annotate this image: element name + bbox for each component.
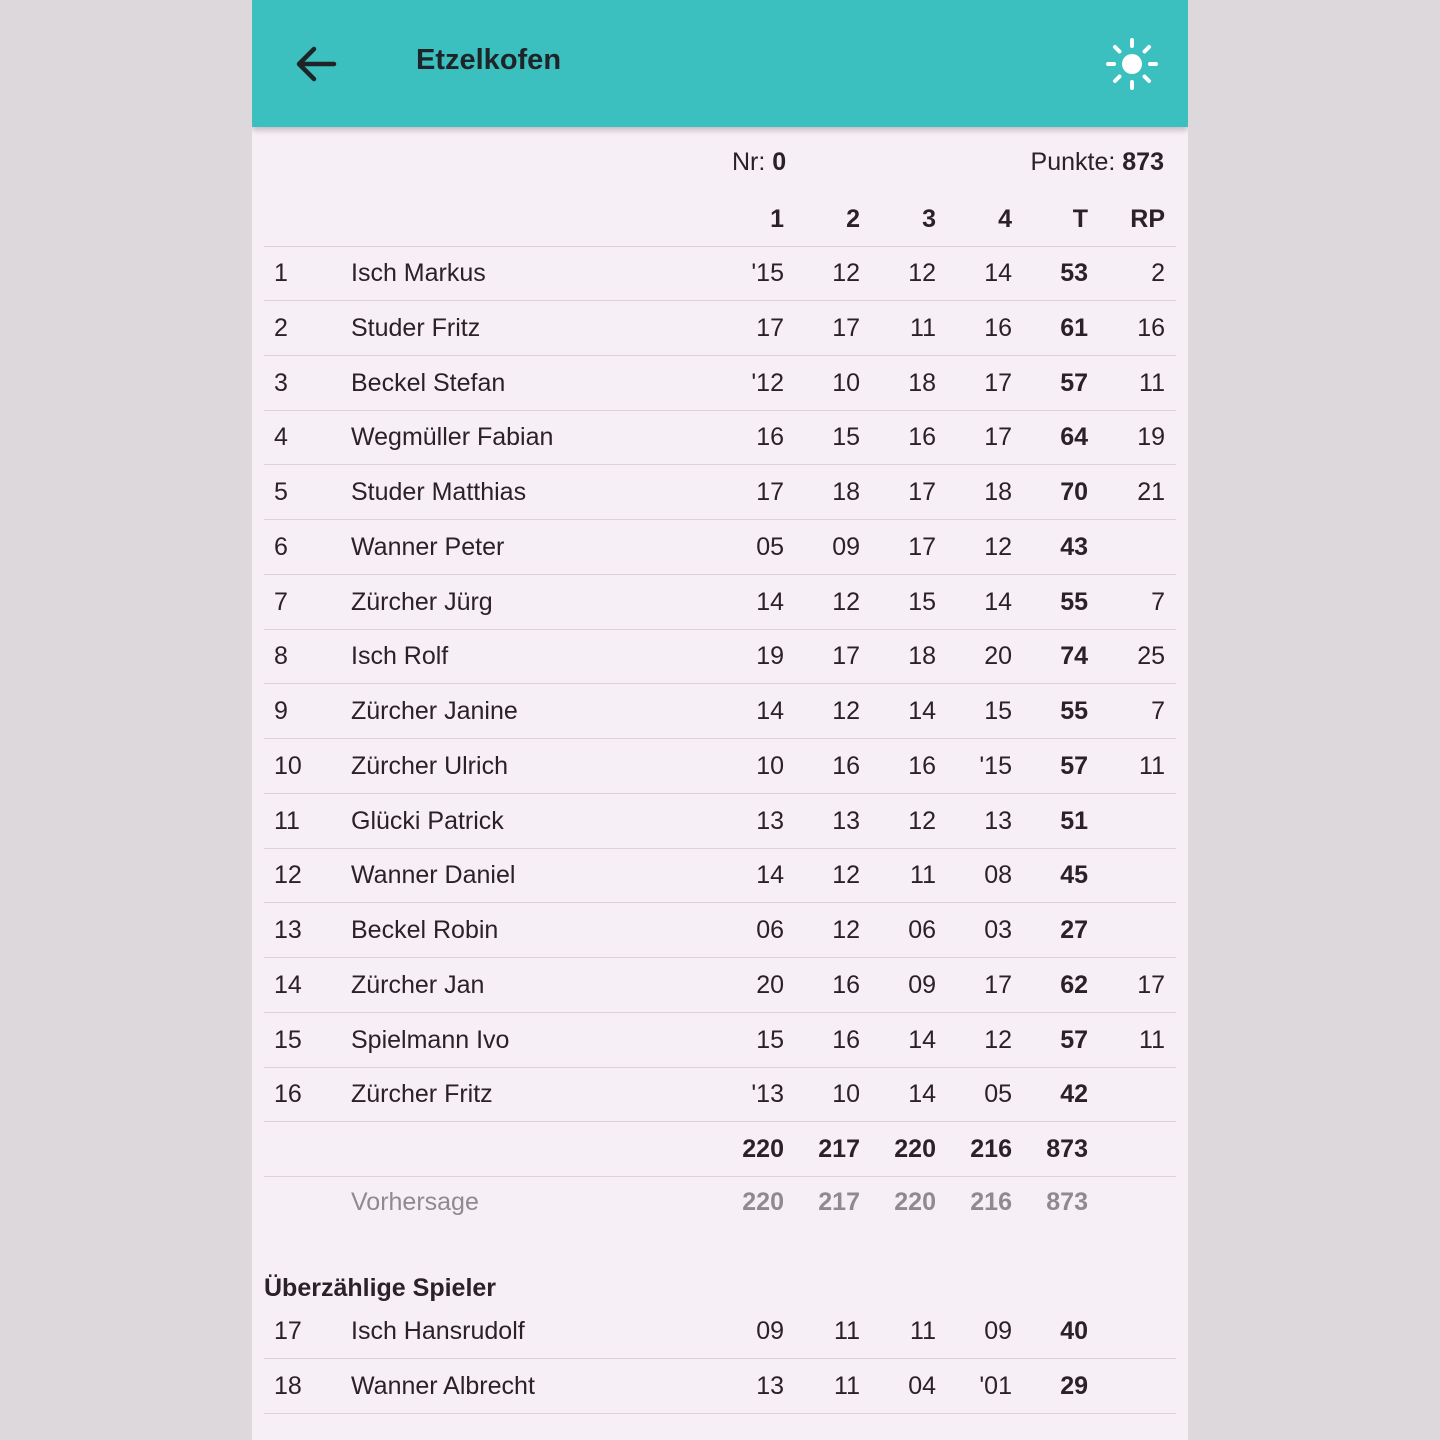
- score-series-3: 11: [910, 313, 936, 342]
- player-name: Glücki Patrick: [351, 806, 504, 835]
- score-series-2: 13: [832, 806, 860, 835]
- score-series-1: '12: [751, 368, 784, 397]
- score-rp: 11: [1139, 368, 1165, 397]
- score-series-3: 18: [908, 368, 936, 397]
- table-row[interactable]: [264, 958, 1176, 1013]
- score-series-4: 13: [984, 806, 1012, 835]
- player-name: Zürcher Jan: [351, 970, 485, 999]
- player-name: Isch Rolf: [351, 642, 449, 671]
- screen: [252, 0, 1188, 1440]
- total-series-1: 220: [742, 1135, 784, 1163]
- theme-toggle-button[interactable]: [1104, 36, 1160, 92]
- player-name: Zürcher Janine: [351, 697, 518, 725]
- table-row[interactable]: [264, 903, 1176, 958]
- score-series-3: 17: [908, 532, 936, 561]
- team-number: [732, 148, 786, 177]
- forecast-series-4: 216: [970, 1188, 1012, 1216]
- score-series-2: 18: [832, 478, 860, 506]
- table-row[interactable]: [264, 629, 1176, 684]
- player-name: Beckel Robin: [351, 916, 499, 944]
- team-points-value: 873: [1122, 148, 1164, 176]
- total-series-2: 217: [818, 1135, 860, 1163]
- score-total: 57: [1060, 1025, 1088, 1054]
- score-series-1: 15: [756, 1025, 784, 1054]
- score-series-4: 18: [984, 478, 1012, 506]
- score-rp: 2: [1151, 259, 1165, 287]
- score-series-1: 14: [756, 697, 784, 725]
- player-name: Zürcher Ulrich: [351, 751, 508, 780]
- score-series-4: 08: [984, 861, 1012, 890]
- table-row[interactable]: [264, 575, 1176, 630]
- score-series-1: 17: [756, 478, 784, 506]
- player-name: Beckel Stefan: [351, 368, 506, 397]
- score-series-3: 11: [910, 1317, 936, 1345]
- score-series-1: 10: [756, 751, 784, 780]
- row-number: 16: [274, 1080, 302, 1109]
- score-total: 64: [1060, 423, 1088, 452]
- score-series-4: '01: [979, 1371, 1012, 1400]
- player-name: Zürcher Fritz: [351, 1080, 493, 1109]
- score-series-2: 12: [832, 587, 860, 616]
- player-name: Isch Hansrudolf: [351, 1317, 525, 1345]
- team-number-value: 0: [772, 148, 787, 176]
- table-row[interactable]: [264, 848, 1176, 903]
- score-total: 57: [1060, 751, 1088, 780]
- score-series-4: 09: [984, 1317, 1012, 1345]
- score-series-4: 03: [984, 916, 1012, 944]
- arrow-left-icon: [290, 38, 342, 90]
- row-number: 14: [274, 970, 302, 999]
- score-series-1: 14: [756, 587, 784, 616]
- row-number: 7: [274, 587, 288, 616]
- player-name: Spielmann Ivo: [351, 1025, 510, 1054]
- score-rp: 11: [1139, 1025, 1165, 1054]
- header-total: T: [1072, 205, 1088, 233]
- table-row[interactable]: [264, 301, 1176, 356]
- score-series-2: 09: [832, 532, 860, 561]
- player-name: Studer Matthias: [351, 478, 527, 506]
- forecast-label: Vorhersage: [351, 1188, 479, 1216]
- score-series-2: 11: [834, 1371, 860, 1400]
- header-series-2: 2: [846, 205, 860, 233]
- forecast-sum: 873: [1046, 1188, 1088, 1216]
- score-series-1: 06: [756, 916, 784, 944]
- table-row[interactable]: [264, 1013, 1176, 1068]
- score-series-3: 16: [908, 423, 936, 452]
- score-series-1: 16: [756, 423, 784, 452]
- score-series-4: 05: [984, 1080, 1012, 1109]
- table-row[interactable]: [264, 465, 1176, 520]
- score-series-3: 14: [908, 1025, 936, 1054]
- table-row[interactable]: [264, 356, 1176, 411]
- row-number: 5: [274, 478, 288, 506]
- score-series-2: 12: [832, 697, 860, 725]
- score-series-3: 12: [908, 259, 936, 287]
- score-series-4: '15: [979, 751, 1012, 780]
- row-number: 11: [274, 806, 300, 835]
- forecast-series-2: 217: [818, 1188, 860, 1216]
- header-series-4: 4: [998, 205, 1012, 233]
- player-name: Isch Markus: [351, 259, 486, 287]
- page-title: Etzelkofen: [416, 44, 562, 76]
- score-total: 53: [1060, 259, 1088, 287]
- table-row[interactable]: [264, 1304, 1176, 1359]
- header-rp: RP: [1130, 205, 1165, 233]
- table-row[interactable]: [264, 520, 1176, 575]
- score-total: 55: [1060, 697, 1088, 725]
- score-rp: 16: [1137, 313, 1165, 342]
- table-row[interactable]: [264, 246, 1176, 301]
- score-series-2: 17: [832, 642, 860, 671]
- score-total: 29: [1060, 1371, 1088, 1400]
- score-series-3: 12: [908, 806, 936, 835]
- row-number: 4: [274, 423, 288, 452]
- score-series-2: 12: [832, 861, 860, 890]
- score-rp: 7: [1151, 697, 1165, 725]
- row-number: 17: [274, 1317, 302, 1345]
- score-series-4: 12: [984, 1025, 1012, 1054]
- table-row[interactable]: [264, 410, 1176, 465]
- score-rp: 19: [1137, 423, 1165, 452]
- score-series-3: 14: [908, 697, 936, 725]
- table-row[interactable]: [264, 1359, 1176, 1414]
- score-rp: 7: [1151, 587, 1165, 616]
- score-series-2: 12: [832, 259, 860, 287]
- table-row[interactable]: [264, 684, 1176, 739]
- score-rp: 17: [1137, 970, 1165, 999]
- player-name: Studer Fritz: [351, 313, 481, 342]
- score-total: 45: [1060, 861, 1088, 890]
- total-series-4: 216: [970, 1135, 1012, 1163]
- row-number: 13: [274, 916, 302, 944]
- header-series-1: 1: [770, 205, 784, 233]
- row-number: 6: [274, 532, 288, 561]
- score-total: 42: [1060, 1080, 1088, 1109]
- score-series-4: 14: [984, 259, 1012, 287]
- score-series-2: 12: [832, 916, 860, 944]
- section-title-extra-players: Überzählige Spieler: [264, 1274, 497, 1302]
- score-total: 51: [1060, 806, 1088, 835]
- score-rp: 25: [1137, 642, 1165, 671]
- score-series-3: 06: [908, 916, 936, 944]
- score-total: 43: [1060, 532, 1088, 561]
- score-series-2: 10: [832, 368, 860, 397]
- score-series-3: 04: [908, 1371, 936, 1400]
- row-number: 1: [274, 259, 288, 287]
- score-total: 62: [1060, 970, 1088, 999]
- player-name: Wanner Peter: [351, 532, 505, 561]
- score-series-1: 05: [756, 532, 784, 561]
- forecast-row: [264, 1175, 1176, 1229]
- total-sum: 873: [1046, 1135, 1088, 1163]
- score-series-1: 19: [756, 642, 784, 671]
- score-series-1: '13: [751, 1080, 784, 1109]
- forecast-series-1: 220: [742, 1188, 784, 1216]
- player-name: Wanner Albrecht: [351, 1371, 535, 1400]
- score-total: 55: [1060, 587, 1088, 616]
- score-total: 74: [1060, 642, 1088, 671]
- score-series-1: 17: [756, 313, 784, 342]
- score-series-4: 14: [984, 587, 1012, 616]
- score-series-1: '15: [751, 259, 784, 287]
- score-series-2: 16: [832, 970, 860, 999]
- score-total: 70: [1060, 478, 1088, 506]
- row-number: 12: [274, 861, 302, 890]
- row-number: 18: [274, 1371, 302, 1400]
- team-points-label: Punkte:: [1030, 148, 1116, 176]
- score-series-3: 15: [908, 587, 936, 616]
- team-number-label: Nr:: [732, 148, 766, 176]
- score-total: 61: [1060, 313, 1088, 342]
- score-series-2: 16: [832, 1025, 860, 1054]
- score-series-4: 17: [984, 423, 1012, 452]
- score-series-4: 12: [984, 532, 1012, 561]
- score-series-2: 17: [832, 313, 860, 342]
- score-series-3: 09: [908, 970, 936, 999]
- score-series-2: 15: [832, 423, 860, 452]
- table-row[interactable]: [264, 1067, 1176, 1122]
- score-total: 40: [1060, 1317, 1088, 1345]
- totals-row: [264, 1122, 1176, 1177]
- score-series-1: 20: [756, 970, 784, 999]
- score-series-2: 16: [832, 751, 860, 780]
- score-series-1: 13: [756, 806, 784, 835]
- row-number: 3: [274, 368, 288, 397]
- score-rp: 21: [1137, 478, 1165, 506]
- team-points: [1031, 148, 1164, 177]
- score-series-4: 16: [984, 313, 1012, 342]
- score-series-3: 16: [908, 751, 936, 780]
- score-series-1: 14: [756, 861, 784, 890]
- score-series-4: 17: [984, 970, 1012, 999]
- score-series-3: 11: [910, 861, 936, 890]
- row-number: 15: [274, 1025, 302, 1054]
- total-series-3: 220: [894, 1135, 936, 1163]
- table-row[interactable]: [264, 794, 1176, 849]
- player-name: Zürcher Jürg: [351, 587, 493, 616]
- score-series-1: 09: [756, 1317, 784, 1345]
- table-header: [264, 192, 1176, 247]
- forecast-series-3: 220: [894, 1188, 936, 1216]
- table-row[interactable]: [264, 739, 1176, 794]
- score-rp: 11: [1139, 751, 1165, 780]
- app-bar: [252, 0, 1188, 127]
- row-number: 9: [274, 697, 288, 725]
- score-total: 57: [1060, 368, 1088, 397]
- row-number: 2: [274, 313, 288, 342]
- score-series-4: 17: [984, 368, 1012, 397]
- row-number: 10: [274, 751, 302, 780]
- header-series-3: 3: [922, 205, 936, 233]
- score-series-1: 13: [756, 1371, 784, 1400]
- back-button[interactable]: [290, 38, 342, 90]
- row-number: 8: [274, 642, 288, 671]
- player-name: Wanner Daniel: [351, 861, 516, 890]
- score-series-4: 20: [984, 642, 1012, 671]
- player-name: Wegmüller Fabian: [351, 423, 554, 452]
- score-series-4: 15: [984, 697, 1012, 725]
- score-total: 27: [1060, 916, 1088, 944]
- score-series-2: 11: [834, 1317, 860, 1345]
- score-series-3: 14: [908, 1080, 936, 1109]
- score-series-3: 18: [908, 642, 936, 671]
- score-series-3: 17: [908, 478, 936, 506]
- sun-icon: [1104, 36, 1160, 92]
- score-series-2: 10: [832, 1080, 860, 1109]
